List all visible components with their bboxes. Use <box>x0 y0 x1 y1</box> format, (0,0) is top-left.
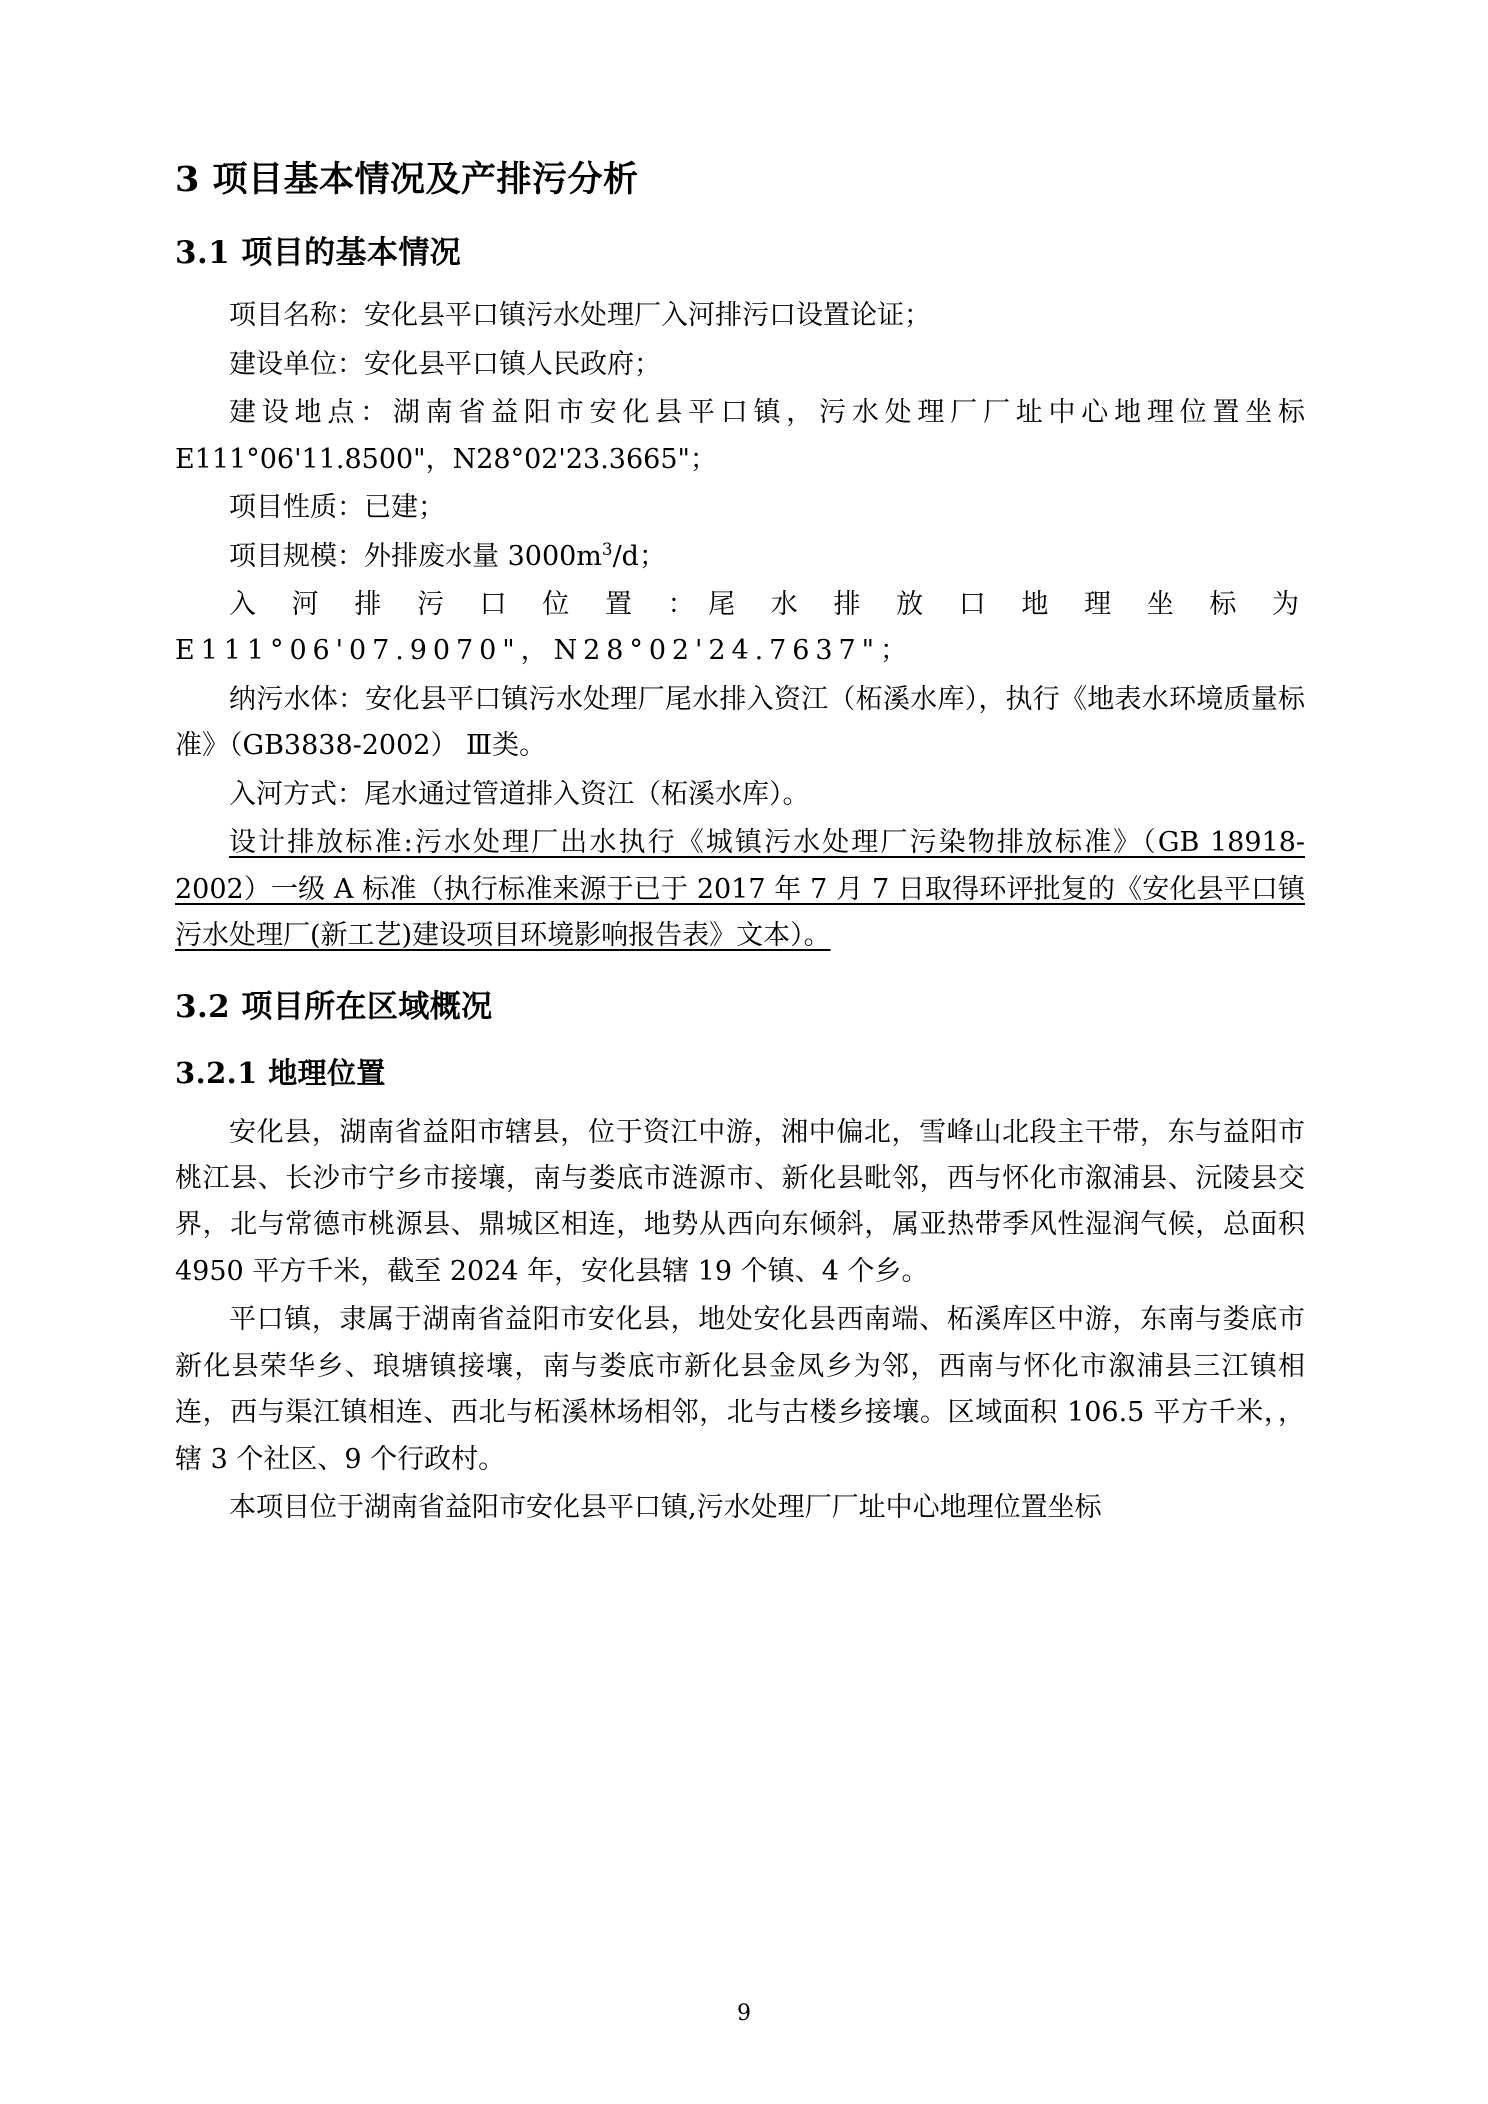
construction-location-line: 建设地点：湖南省益阳市安化县平口镇，污水处理厂厂址中心地理位置坐标E111°06'11.8500"，N28°02'23.3665"； <box>175 397 1305 475</box>
section-heading-3-2: 3.2 项目所在区域概况 <box>175 988 493 1025</box>
section-heading-3-2-1: 3.2.1 地理位置 <box>175 1055 386 1090</box>
project-scale-exponent: 3 <box>601 538 613 559</box>
outlet-location-label: 入 河 排 污 口 位 置 ： <box>229 589 709 621</box>
geography-paragraph-3: 本项目位于湖南省益阳市安化县平口镇,污水处理厂厂址中心地理位置坐标 <box>229 1492 1102 1523</box>
outlet-location-value: 尾 水 排 放 口 地 理 坐 标 为 E111°06'07.9070"，N28°02'24.7637"； <box>175 589 1305 667</box>
geography-paragraph-1: 安化县，湖南省益阳市辖县，位于资江中游，湘中偏北，雪峰山北段主干带，东与益阳市桃江县、长沙市宁乡市接壤，南与娄底市涟源市、新化县毗邻，西与怀化市溆浦县、沅陵县交界，北与常德市桃源县、鼎城区相连，地势从西向东倾斜，属亚热带季风性湿润气候，总面积 4950 平方千米，截至 2024 年，安化县辖 19 个镇、4 个乡。 <box>175 1116 1305 1287</box>
page-number: 9 <box>737 2001 751 2026</box>
inflow-mode-line: 入河方式：尾水通过管道排入资江（柘溪水库）。 <box>229 778 810 810</box>
page-title: 3 项目基本情况及产排污分析 <box>175 159 639 200</box>
outlet-location-line <box>175 582 1305 675</box>
receiving-water-line: 纳污水体：安化县平口镇污水处理厂尾水排入资江（柘溪水库），执行《地表水环境质量标准》（GB3838-2002） Ⅲ类。 <box>175 683 1305 762</box>
section-heading-3-1: 3.1 项目的基本情况 <box>175 235 462 271</box>
design-discharge-standard-line: 设计排放标准:污水处理厂出水执行《城镇污水处理厂污染物排放标准》（GB 18918-2002）一级 A 标准（执行标准来源于已于 2017 年 7 月 7 日取得环评批复的《安化县平口镇污水处理厂(新工艺)建设项目环境影响报告表》文本）。 <box>175 827 1305 952</box>
project-scale-line <box>175 534 1305 580</box>
project-scale-prefix: 项目规模：外排废水量 3000m <box>229 540 602 572</box>
project-name-line: 项目名称：安化县平口镇污水处理厂入河排污口设置论证； <box>229 300 931 332</box>
project-scale-suffix: /d； <box>612 540 666 572</box>
page-content <box>175 155 1305 1531</box>
geography-paragraph-2: 平口镇，隶属于湖南省益阳市安化县，地处安化县西南端、柘溪库区中游，东南与娄底市新化县荣华乡、琅塘镇接壤，南与娄底市新化县金凤乡为邻，西南与怀化市溆浦县三江镇相连，西与渠江镇相连、西北与柘溪林场相邻，北与古楼乡接壤。区域面积 106.5 平方千米，，辖 3 个社区、9 个行政村。 <box>175 1304 1305 1475</box>
construction-unit-line: 建设单位：安化县平口镇人民政府； <box>229 348 661 380</box>
project-nature-line: 项目性质：已建； <box>229 492 445 524</box>
